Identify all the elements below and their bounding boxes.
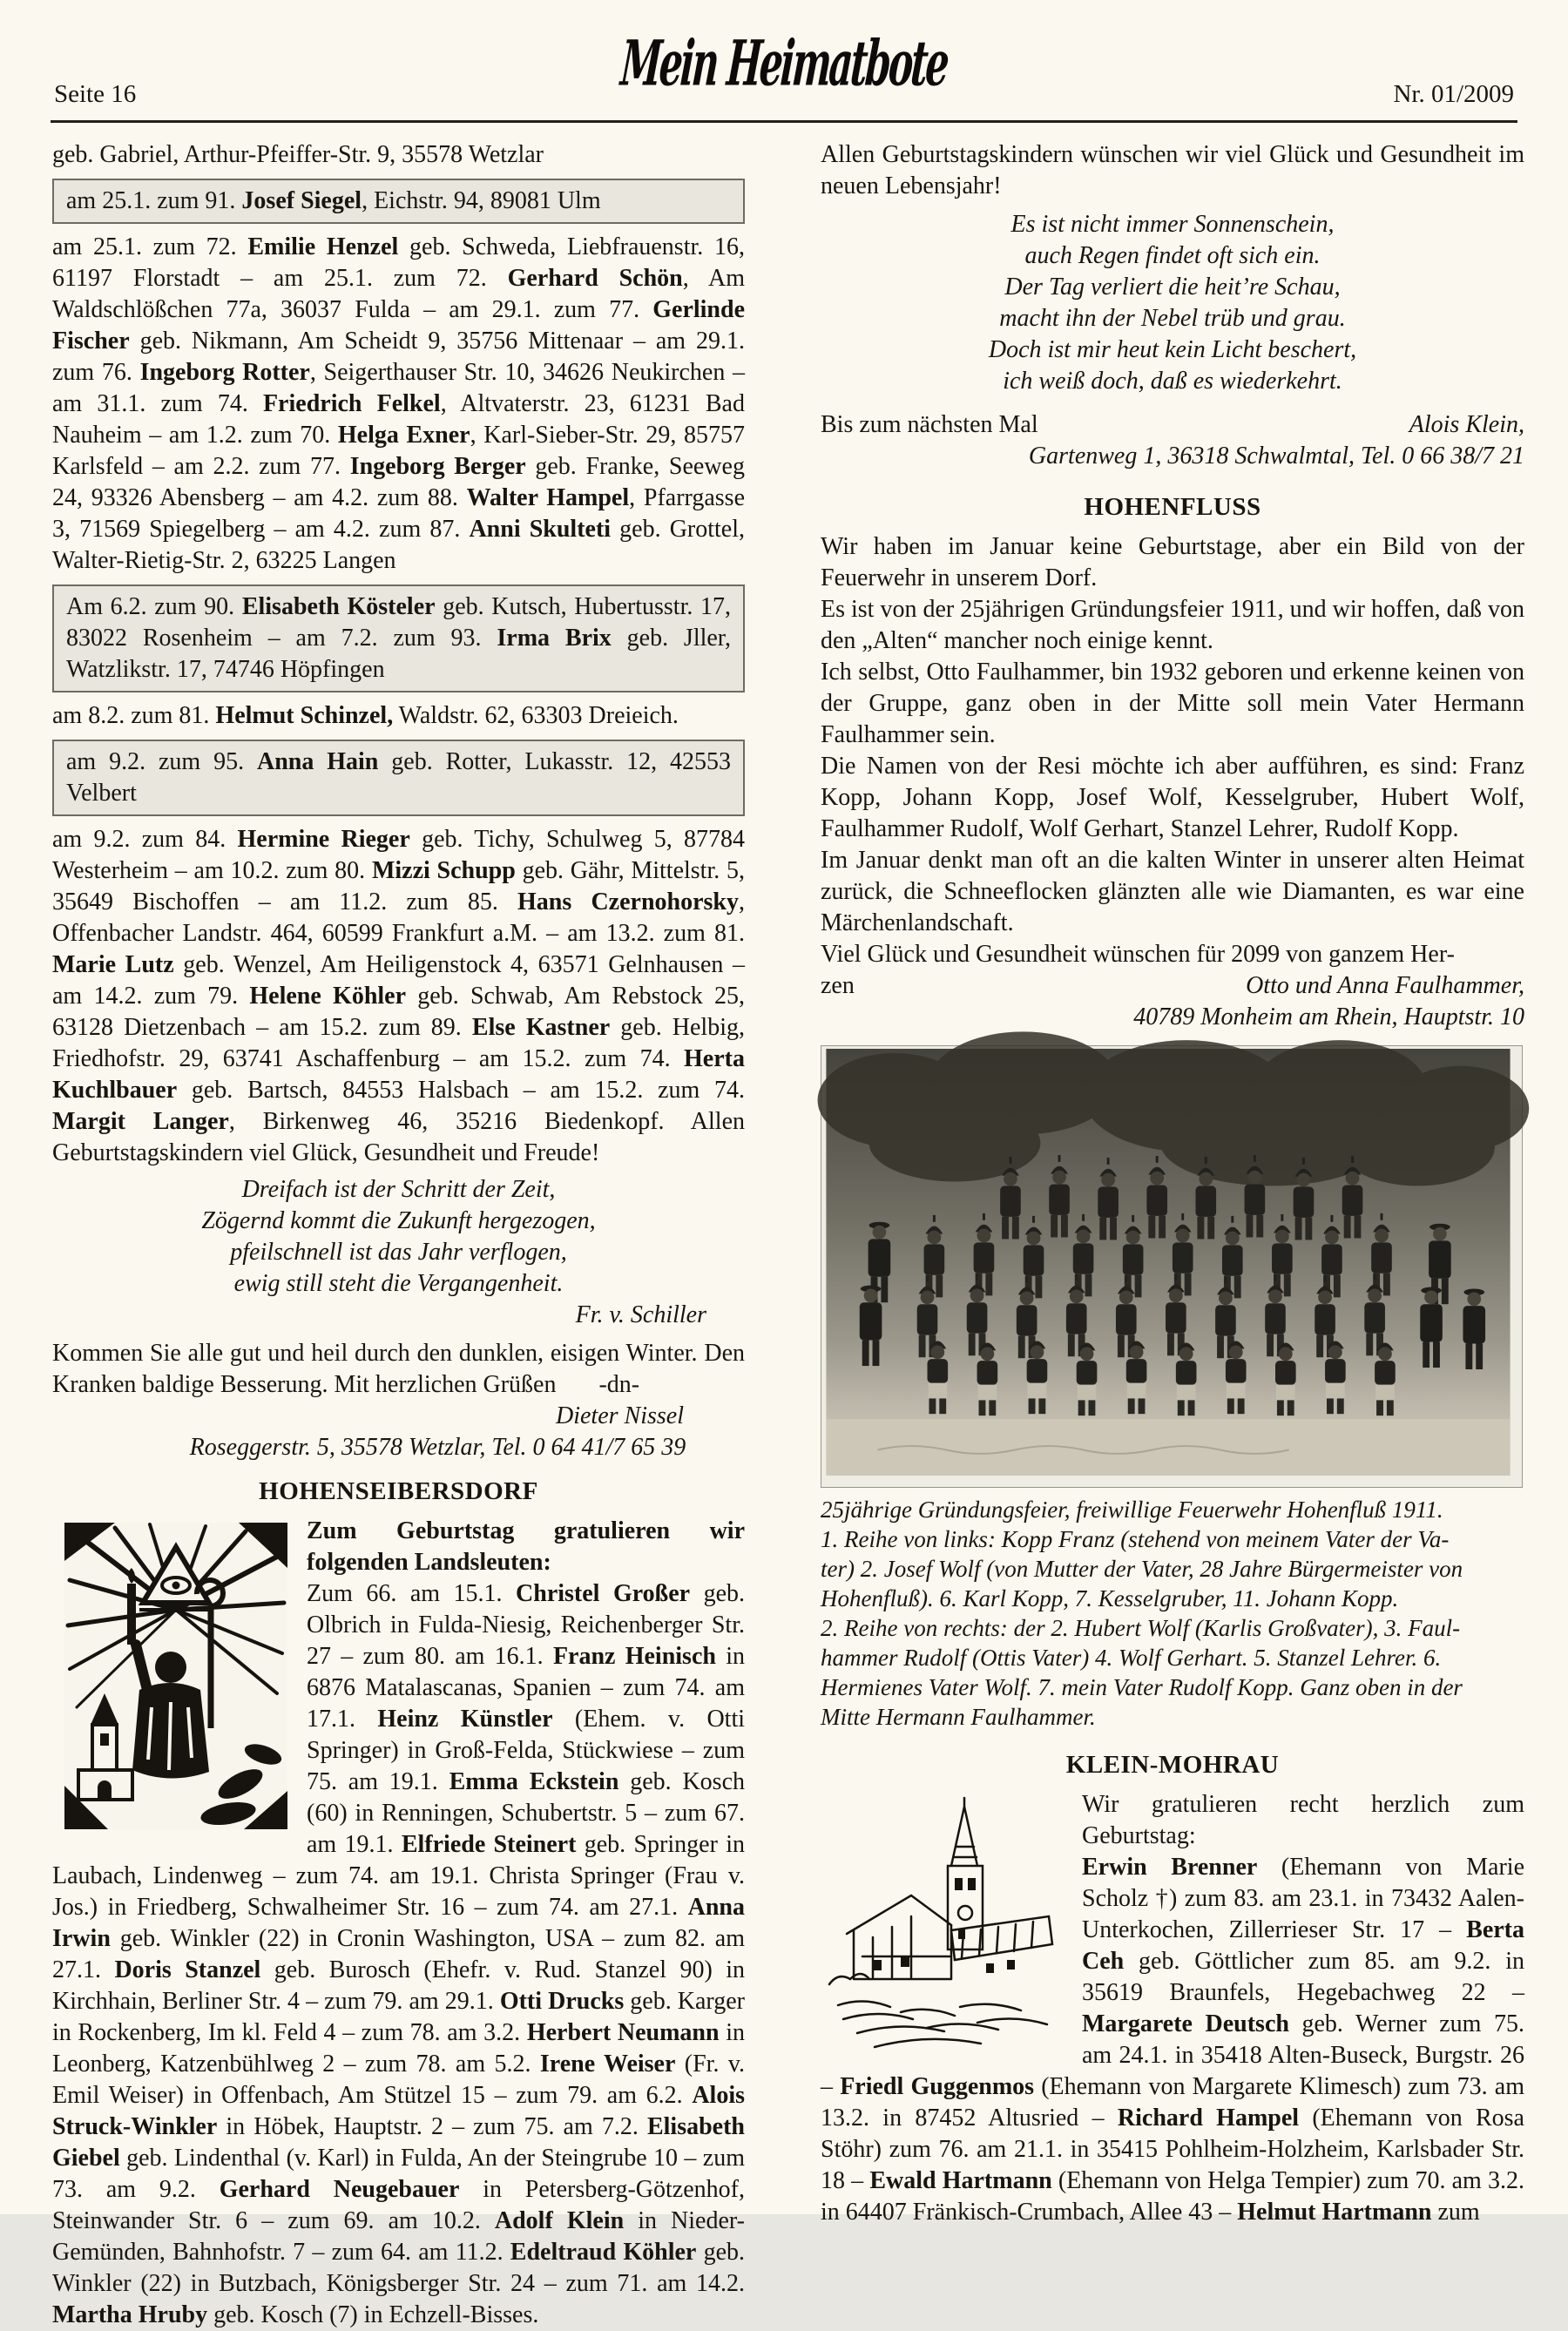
highlight-box-1-text: am 25.1. zum 91. Josef Siegel, Eichstr. 94, 89081 Ulm — [66, 187, 601, 214]
hf-paragraph-2: Es ist von der 25jährigen Gründungsfeier 1911, und wir hoffen, daß von den „Alten“ mancher noch einige kennt. — [821, 596, 1524, 654]
hs-intro: Zum Geburtstag gratulieren wir folgenden Landsleuten: — [307, 1517, 745, 1576]
highlight-box-2-text: Am 6.2. zum 90. Elisabeth Kösteler geb. Kutsch, Hubertusstr. 17, 83022 Rosenheim – am 7.2. zum 93. Irma Brix geb. Jller, Watzlikstr. 17, 74746 Höpfingen — [66, 593, 732, 683]
village-church-illustration — [821, 1798, 1061, 2056]
birthday-paragraph-2: am 9.2. zum 84. Hermine Rieger geb. Tichy, Schulweg 5, 87784 Westerheim – am 10.2. zum 80. Mizzi Schupp geb. Gähr, Mittelstr. 5, 35649 Bischoffen – am 11.2. zum 85. Hans Czernohorsky, Offenbacher Landstr. 464, 60599 Frankfurt a.M. – am 13.2. zum 81. Marie Lutz geb. Wenzel, Am Heiligenstock 4, 63571 Gelnhausen – am 14.2. zum 79. Helene Köhler geb. Schwab, Am Rebstock 25, 63128 Dietzenbach – am 15.2. zum 89. Else Kastner geb. Helbig, Friedhofstr. 29, 63741 Aschaffenburg – am 15.2. zum 74. Herta Kuchlbauer geb. Bartsch, 84553 Halsbach – am 15.2. zum 74. Margit Langer, Birkenweg 46, 35216 Biedenkopf. Allen Geburtstagskindern viel Glück, Gesundheit und Freude! — [52, 826, 745, 1166]
hf-paragraph-5: Im Januar denkt man oft an die kalten Winter in unserer alten Heimat zurück, die Schneeflocken glänzten alle wie Diamanten, es war eine Märchenlandschaft. — [821, 847, 1524, 936]
sunshine-poem: Es ist nicht immer Sonnenschein, auch Regen findet oft sich ein. Der Tag verliert die heit’re Schau, macht ihn der Nebel trüb und grau. Doch ist mir heut kein Licht beschert, ich weiß doch, daß es wiederkehrt. — [988, 211, 1357, 395]
continuation-line: geb. Gabriel, Arthur-Pfeiffer-Str. 9, 35578 Wetzlar — [52, 141, 544, 168]
birthday-line: am 8.2. zum 81. Helmut Schinzel, Waldstr. 62, 63303 Dreieich. — [52, 702, 679, 729]
closing-paragraph: Kommen Sie alle gut und heil durch den dunklen, eisigen Winter. Den Kranken baldige Besserung. Mit herzlichen Grüßen -dn- — [52, 1340, 745, 1398]
fire-brigade-photo — [821, 1045, 1523, 1488]
section-heading-kleinmohrau: KLEIN-MOHRAU — [1065, 1751, 1280, 1779]
issue-number-label: Nr. 01/2009 — [1393, 80, 1514, 108]
masthead-title: Mein Heimatbote — [618, 27, 950, 101]
correspondent-address: Roseggerstr. 5, 35578 Wetzlar, Tel. 0 64 41/7 65 39 — [189, 1434, 686, 1461]
highlight-box-1 — [52, 179, 745, 224]
header-rule — [51, 120, 1517, 123]
right-column — [821, 139, 1524, 2228]
photo-caption: 25jährige Gründungsfeier, freiwillige Feuerwehr Hohenfluß 1911. 1. Reihe von links: Kopp Franz (stehend von meinem Vater der Va- ter) 2. Josef Wolf (von Mutter der Vater, 28 Jahre Bürgermeister von Hohenfluß). 6. Karl Kopp, 7. Kesselgruber, 11. Johann Kopp. 2. Reihe von rechts: der 2. Hubert Wolf (Karlis Großvater), 3. Faul- hammer Rudolf (Ottis Vater) 4. Wolf Gerhart. 5. Stanzel Lehrer. 6. Hermienes Vater Wolf. 7. mein Vater Rudolf Kopp. Ganz oben in der Mitte Hermann Faulhammer. — [821, 1497, 1463, 1730]
highlight-box-3 — [52, 740, 745, 816]
hf-paragraph-4: Die Namen von der Resi möchte ich aber aufführen, es sind: Franz Kopp, Johann Kopp, Josef Wolf, Kesselgruber, Hubert Wolf, Faulhammer Rudolf, Wolf Gerhart, Stanzel Lehrer, Rudolf Kopp. — [821, 753, 1524, 842]
hf-paragraph-1: Wir haben im Januar keine Geburtstage, aber ein Bild von der Feuerwehr in unserem Dorf. — [821, 533, 1524, 591]
hf-signoff-name: Otto und Anna Faulhammer, — [1246, 972, 1524, 999]
hs-text: Zum 66. am 15.1. Christel Großer geb. Olbrich in Fulda-Niesig, Reichenberger Str. 27 – zum 80. am 16.1. Franz Heinisch in 6876 Matalascanas, Spanien – zum 74. am 17.1. Heinz Künstler (Ehem. v. Otti Springer) in Groß-Felda, Stückwiese – zum 75. am 19.1. Emma Eckstein geb. Kosch (60) in Renningen, Schubertstr. 5 – zum 67. am 19.1. Elfriede Steinert geb. Springer in Laubach, Lindenweg – zum 74. am 19.1. Christa Springer (Frau v. Jos.) in Friedberg, Schwalheimer Str. 16 – zum 74. am 27.1. Anna Irwin geb. Winkler (22) in Cronin Washington, USA – zum 82. am 27.1. Doris Stanzel geb. Burosch (Ehefr. v. Rud. Stanzel 90) in Kirchhain, Berliner Str. 4 – zum 79. am 29.1. Otti Drucks geb. Karger in Rockenberg, Im kl. Feld 4 – zum 78. am 3.2. Herbert Neumann in Leonberg, Katzenbühlweg 2 – zum 78. am 5.2. Irene Weiser (Fr. v. Emil Weiser) in Offenbach, Am Stützel 15 – zum 79. am 6.2. Alois Struck-Winkler in Höbek, Hauptstr. 2 – zum 75. am 7.2. Elisabeth Giebel geb. Lindenthal (v. Karl) in Fulda, An der Steingrube 10 – zum 73. am 9.2. Gerhard Neugebauer in Petersberg-Götzenhof, Steinwander Str. 6 – zum 69. am 10.2. Adolf Klein in Nieder-Gemünden, Bahnhofstr. 7 – zum 64. am 11.2. Edeltraud Köhler geb. Winkler (22) in Butzbach, Königsberger Str. 24 – zum 71. am 14.2. Martha Hruby geb. Kosch (7) in Echzell-Bisses. — [52, 1580, 746, 2328]
hf-signoff-row — [821, 970, 1524, 1002]
left-column — [52, 139, 745, 2331]
section-heading-hohenseibersdorf: HOHENSEIBERSDORF — [259, 1477, 538, 1505]
birthday-paragraph-1: am 25.1. zum 72. Emilie Henzel geb. Schweda, Liebfrauenstr. 16, 61197 Florstadt – am 25.1. zum 72. Gerhard Schön, Am Waldschlößchen 77a, 36037 Fulda – am 29.1. zum 77. Gerlinde Fischer geb. Nikmann, Am Scheidt 9, 35756 Mittenaar – am 29.1. zum 76. Ingeborg Rotter, Seigerthauser Str. 10, 34626 Neukirchen – am 31.1. zum 74. Friedrich Felkel, Altvaterstr. 23, 61231 Bad Nauheim – am 1.2. zum 70. Helga Exner, Karl-Sieber-Str. 29, 85757 Karlsfeld – am 2.2. zum 77. Ingeborg Berger geb. Franke, Seeweg 24, 93326 Abensberg – am 4.2. zum 88. Walter Hampel, Pfarrgasse 3, 71569 Spiegelberg – am 4.2. zum 87. Anni Skulteti geb. Grottel, Walter-Rietig-Str. 2, 63225 Langen — [52, 233, 746, 574]
schiller-poem: Dreifach ist der Schritt der Zeit, Zögernd kommt die Zukunft hergezogen, pfeilschnell ist das Jahr verflogen, ewig still steht die Vergangenheit. — [201, 1176, 596, 1297]
highlight-box-2 — [52, 584, 745, 693]
page-number-label: Seite 16 — [54, 80, 137, 108]
farewell-text: Bis zum nächsten Mal — [821, 411, 1038, 438]
correspondent-name: Dieter Nissel — [556, 1402, 684, 1429]
km-text: Erwin Brenner (Ehemann von Marie Scholz †) zum 83. am 23.1. in 73432 Aalen-Unterkochen, Zillerrieser Str. 17 – Berta Ceh geb. Göttlicher zum 85. am 9.2. in 35619 Braunfels, Hegebachweg 22 – Margarete Deutsch geb. Werner zum 75. am 24.1. in 35418 Alten-Buseck, Burgstr. 26 – Friedl Guggenmos (Ehemann von Margarete Klimesch) zum 73. am 13.2. in 87452 Altusried – Richard Hampel (Ehemann von Rosa Stöhr) zum 76. am 21.1. in 35415 Pohlheim-Holzheim, Karlsbader Str. 18 – Ewald Hartmann (Ehemann von Helga Tempier) zum 70. am 3.2. in 64407 Fränkisch-Crumbach, Allee 43 – Helmut Hartmann zum — [821, 1854, 1524, 2226]
hf-signoff-address: 40789 Monheim am Rhein, Hauptstr. 10 — [1133, 1003, 1524, 1030]
hf-paragraph-6: Viel Glück und Gesundheit wünschen für 2099 von ganzem Her- — [821, 941, 1455, 968]
fire-brigade-photo-image — [824, 1049, 1512, 1476]
right-intro: Allen Geburtstagskindern wünschen wir viel Glück und Gesundheit im neuen Lebensjahr! — [821, 141, 1524, 199]
kleinmohrau-body — [821, 1789, 1524, 2228]
farewell-row — [821, 409, 1524, 441]
saint-woodcut-illustration — [64, 1523, 287, 1829]
km-intro: Wir gratulieren recht herzlich zum Geburtstag: — [1082, 1791, 1524, 1849]
hf-sign-left: zen — [821, 972, 855, 999]
farewell-address: Gartenweg 1, 36318 Schwalmtal, Tel. 0 66 38/7 21 — [1028, 443, 1524, 470]
section-heading-hohenfluss: HOHENFLUSS — [1084, 493, 1261, 521]
hf-paragraph-3: Ich selbst, Otto Faulhammer, bin 1932 geboren und erkenne keinen von der Gruppe, ganz oben in der Mitte soll mein Vater Hermann Faulhammer sein. — [821, 659, 1524, 748]
hohenseibersdorf-body — [52, 1516, 745, 2331]
highlight-box-3-text: am 9.2. zum 95. Anna Hain geb. Rotter, Lukasstr. 12, 42553 Velbert — [66, 748, 731, 807]
farewell-author: Alois Klein, — [1409, 411, 1524, 438]
poem-author: Fr. v. Schiller — [575, 1301, 706, 1328]
